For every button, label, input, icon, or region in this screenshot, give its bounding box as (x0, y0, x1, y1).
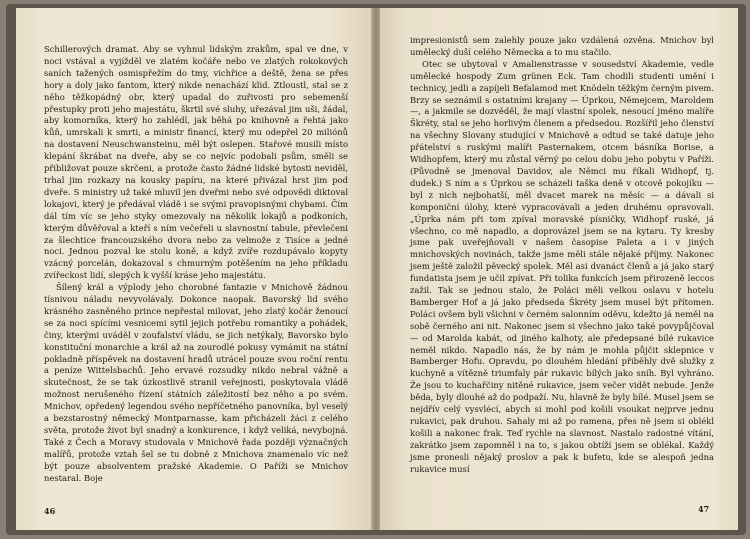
right-page (380, 8, 738, 530)
left-page (16, 8, 372, 530)
paragraph: Šílený král a výplody jeho chorobné fantazie v Mnichově žádnou tísnivou náladu nevyvolávaly. Dokonce naopak. Bavorský lid svého krásného zasněného prince nepřestal milovat, jeho zlatý kočár ženoucí se za noci spícími vesnicemi sytil jejich potřebu romantiky a pohádek, činy, kterými uváděl v zoufalství vládu, se jich netýkaly, Bavorsko bylo konstituční monarchie a král až na zourodlé pokusy vymámit na státní pokladně příspěvek na dostavení hradů utrácel pouze svou roční rentu a peníze Wittelsbachů. Jeho ervavé rozsudky nikdo nebral vážně a skutečnost, že se tak úzkostlivě stranil veřejnosti, poskytovala vládě možnost nerušeného řízení státních záležitostí bez něho a po svém. Mnichov, opředený legendou svého nepříčetného panovníka, byl veselý a bezstarostný německý Montparnasse, kam přicházeli žáci z celého světa, protože život byl snadný a konkurence, i když veliká, nevybojná. Také z Čech a Moravy studovala v Mnichově řada později význačných malířů, protože vztah šel se tu dobně z Mnichova znamenalo víc než být pouze absolventem pražské Akademie. O Paříži se Mnichov nestaral. Boje (44, 282, 348, 483)
left-page-text (44, 44, 348, 485)
paragraph: Schillerových dramat. Aby se vyhnul lidským zrakům, spal ve dne, v noci vstával a vyjížděl ve zlatém kočáře nebo ve zlatých rokokových saních tažených osmispřežím do tmy, vichřice a deště, žena se přes hory a doly jako fantom, který nikde nenachází klid. Ztloustl, stal se z něho těžkopádný obr, který upadal do zuřivosti pro sebemenší přestupky proti jeho majestátu, škrtil své sluhy, uřezával jim uši, žádal, aby komorníka, který ho zahlédl, jak běhá po knihovně a řehtá jako kůň, umrskali k smrti, a ministr financí, který mu odepřel 20 miliónů na dostavení Neuschwansteinu, měl být oslepen. Stařové musili místo klepání škrábat na dveře, aby se co nejvíc podobali psům, směli se přibližovat pouze skrčeni, a protože často žádné lidské bytosti neviděl, trhal jim rozkazy na kousky papíru, na které přivázal hrst jim pod dveře. S ministry už také mluvil jen dveřmi nebo své odpovědi diktoval lokajovi, který je předával vládě i se svými pravopisnými chybami. Čím dál tím víc se jeho styky omezovaly na několik lokajů a podkoních, kterým důvěřoval a kteří s ním večeřeli u slavnostní tabule, převlečeni za šlechtice francouzského dvora nebo za velmože z Tisíce a jedné noci. Jednou pozval ke stolu koně, a když zvíře rozdupávalo kopyty vzácný porcelán, dokazoval s chmurným potěšením na jeho příkladu zvířeckost lidí, slepých k vyšší kráse jeho majestátu. (44, 44, 348, 281)
paragraph: impresionistů sem zalehly pouze jako vzdálená ozvěna. Mnichov byl umělecký duší celého Německa a to mu stačilo. (410, 35, 714, 57)
paragraph: Otec se ubytoval v Amalienstrasse v sousedství Akademie, vedle umělecké hospody Zum grünen Eck. Tam chodili studenti umění i technicy, jedli a zapíjeli Befalamod met Knödeln těžkým černým pivem. Brzy se seznámil s ostatními krajany — Úprkou, Němejcem, Maroldem —, a jakmile se dozvěděl, že mají vlastní spolek, nesoucí jméno malíře Škréty, stal se jeho horlivým členem a předsedou. Rozšířil jeho členství na všechny Slovany studující v Mnichově a odtud se také datuje jeho přátelství s ruskými malíři Pasternakem, otcem básníka Borise, a Widhopfem, který mu zůstal věrný po celou dobu jeho pobytu v Paříži. (Původně se jmenoval Davidov, ale Němci mu říkali Widhopf, tj. dudek.) S ním a s Úprkou se scházeli taška deně v otcově pokojíku — byl z nich nejbohatší, měl dvacet marek na měsíc — a dávali si komponiční úlohy, které vypracovávali a jeden druhému opravovali. „Úprka nám při tom zpíval moravské písničky, Widhopf ruské, já všechno, co mě napadlo, a doprovázel jsem se na kytaru. Ty kresby jsme pak uveřejňovali v našem časopise Paleta a i v jiných mnichovských novinách, takže jsme měli stále nějaké příjmy. Nakonec jsem ještě založil pěvecký spolek. Měl asi dvanáct členů a já jako starý fundatista jsem je učil zpívat. Při tolika funkcích jsem přirozeně leccos zažil. Tak se jednou stalo, že Poláci měli velkou oslavu v hotelu Bamberger Hof a já jako předseda Škréty jsem musel být přítomen. Poláci ovšem byli všichni v černém salonním oděvu, kdežto já neměl na sobě černého ani nit. Nakonec jsem si všechno jako také povypůjčoval — od Marolda kabát, od jiného kalhoty, ale předepsané bílé rukavice neměl nikdo. Napadlo nás, že by nám je mohla půjčit sklepnice v Bamberger Hofu. Opravdu, po dlouhém hledání přiběhly dvě služky z kuchyně a vítězně triumfaly pár rukavic bílých jako sníh. Byl vyhráno. Že jsou to kuchařčiny nitěné rukavice, jsem večer vidět nebude. Jenže běda, byly dlouhé až do podpaží. Nu, hlavně že byly bílé. Musel jsem se nejdřív celý vysvlécí, abych si mohl pod košili vsoukat nejprve jednu rukavici, pak druhou. Sahaly mi až po ramena, přes ně jsem si oblékl košili a nakonec frak. Teď rychle na slavnost. Nastalo radostné vítání, zakrátko jsem zapomněl i na to, s jakou obtíží jsem se oblékal. Každý jsme pronesli nějaký proslov a pak k bufetu, kde se alespoň jedna rukavice musí (410, 58, 714, 474)
page-number: 47 (698, 504, 710, 514)
right-page-text (410, 35, 714, 476)
open-book (6, 4, 746, 535)
page-number: 46 (44, 506, 56, 516)
